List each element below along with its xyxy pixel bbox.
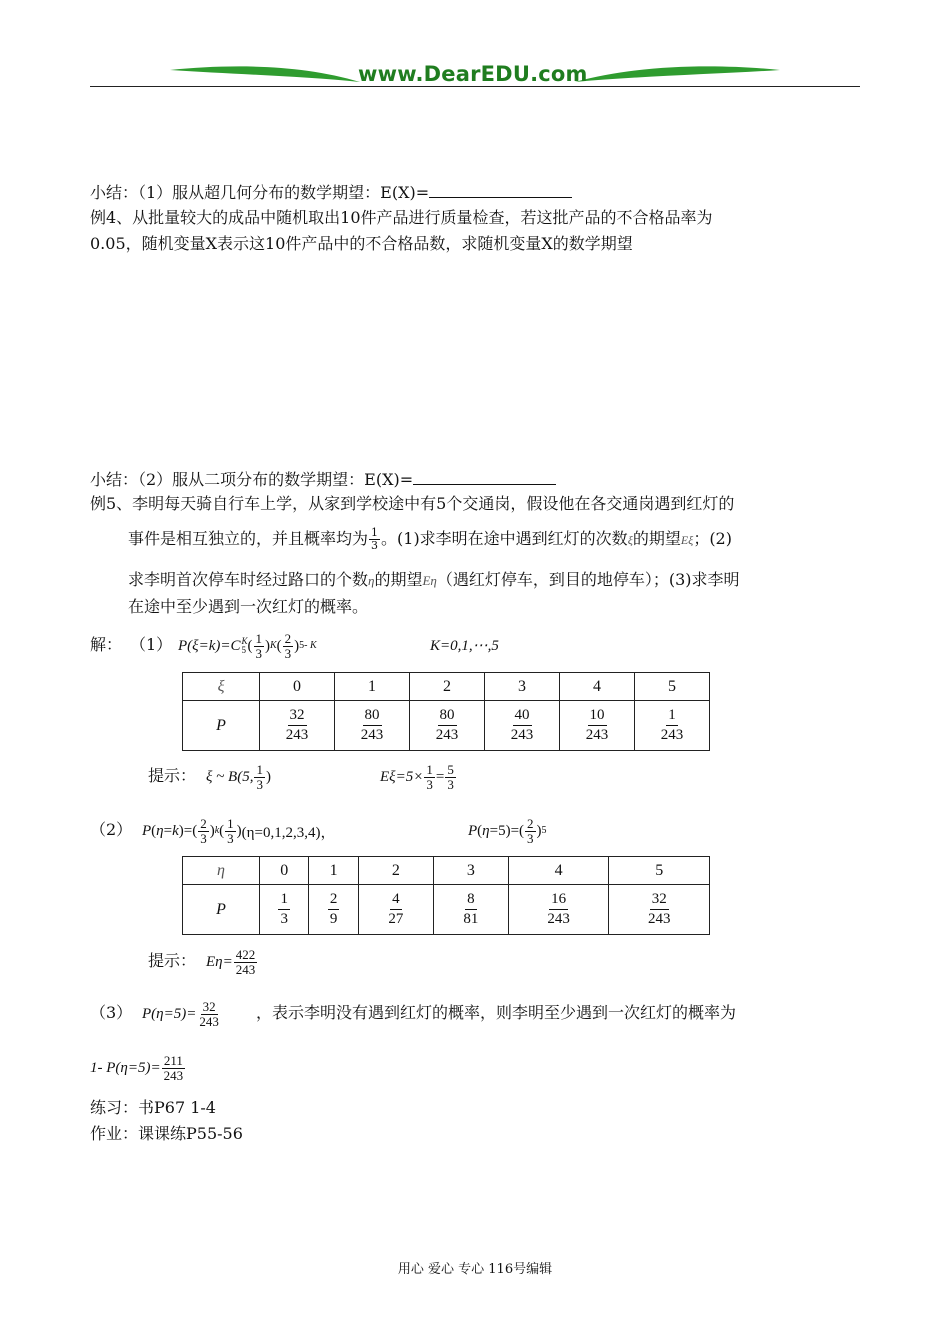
part-1-label: （1）	[130, 635, 173, 654]
table-1-prob-cell: $\frac{80}{243}$	[410, 701, 485, 751]
table-2-prob-cell: $\frac{16}{243}$	[508, 885, 609, 935]
table-2-prob-cell: $\frac{1}{3}$	[260, 885, 309, 935]
part-1-range: K=0,1,⋯,5	[430, 638, 499, 654]
part-3-num: 32	[202, 998, 216, 1014]
part-1-frac-b: $\frac{2}{3}$	[284, 630, 292, 661]
hint-1-expectation: Eξ=5× $\frac{1}{3}$ = $\frac{5}{3}$	[380, 761, 454, 792]
table-1-prob-cell: $\frac{40}{243}$	[485, 701, 560, 751]
table-1-header-label: ξ	[183, 673, 260, 701]
prob-fraction	[369, 527, 380, 552]
e-xi-symbol: Eξ	[680, 533, 694, 547]
solution-label: 解：	[90, 635, 123, 654]
summary-1-text: 小结：（1）服从超几何分布的数学期望：E(X)=	[90, 183, 430, 202]
part-2-label: （2）	[90, 820, 133, 839]
table-1-header-row	[183, 673, 710, 701]
example-5-line-3	[128, 570, 740, 591]
page-footer: 用心 爱心 专心 116号编辑	[397, 1262, 553, 1277]
final-formula-text: 1- P(η=5)=	[90, 1059, 161, 1076]
example-5-text-2a: 事件是相互独立的，并且概率均为	[128, 529, 369, 548]
summary-1	[90, 181, 572, 203]
site-name: www.DearEDU.com	[358, 62, 588, 86]
hint-2-den: 243	[235, 961, 256, 977]
practice-line: 练习：书P67 1-4	[90, 1098, 216, 1117]
table-1-value: 0	[260, 673, 335, 701]
hint-2-num: 422	[235, 946, 256, 962]
example-5-line-4: 在途中至少遇到一次红灯的概率。	[128, 597, 369, 616]
homework-line: 作业：课课练P55-56	[90, 1124, 243, 1143]
prob-num: 1	[371, 526, 379, 539]
table-2-value: 3	[433, 857, 508, 885]
hint-2-exp-text: Eη=	[206, 953, 233, 970]
table-1-prob-cell: $\frac{1}{243}$	[635, 701, 710, 751]
example-5-line-1: 例5、李明每天骑自行车上学，从家到学校途中有5个交通岗，假设他在各交通岗遇到红灯的	[90, 494, 735, 513]
distribution-table-eta	[182, 856, 710, 935]
example-5-text-3a: 求李明首次停车时经过路口的个数	[128, 570, 369, 589]
table-2-prob-row	[183, 885, 710, 935]
table-1-prob-cell: $\frac{80}{243}$	[335, 701, 410, 751]
xi-symbol: ξ	[627, 533, 633, 547]
prob-den: 3	[371, 539, 379, 552]
summary-2-text: 小结：（2）服从二项分布的数学期望：E(X)=	[90, 470, 414, 489]
final-den: 243	[163, 1067, 184, 1083]
final-num: 211	[163, 1052, 183, 1068]
summary-2	[90, 468, 556, 490]
table-1-prob-cell: $\frac{32}{243}$	[260, 701, 335, 751]
table-1-value: 1	[335, 673, 410, 701]
example-5-text-3c: （遇红灯停车，到目的地停车）；(3)求李明	[436, 570, 740, 589]
example-4-line-2: 0.05，随机变量X表示这10件产品中的不合格品数，求随机变量X的数学期望	[90, 234, 633, 253]
table-2-row-label: P	[183, 885, 260, 935]
example-5-line-2	[128, 527, 732, 552]
example-5-text-2b: 。(1)求李明在途中遇到红灯的次数	[381, 529, 628, 548]
example-4-line-1: 例4、从批量较大的成品中随机取出10件产品进行质量检查，若这批产品的不合格品率为	[90, 208, 713, 227]
part-3-label: （3）	[90, 1003, 133, 1022]
distribution-table-xi	[182, 672, 710, 751]
part-1-formula: P(ξ=k)=C K 5 ( $\frac{1}{3}$ ) K ( $\frac{2}{3}$ ) 5- K	[178, 630, 317, 661]
part-2-formula: P ( η = k )=( $\frac{2}{3}$ ) k ( $\frac{1}{3}$ ) (η=0,1,2,3,4)，	[142, 815, 336, 846]
table-2-value: 1	[309, 857, 358, 885]
combination-indices: K 5	[241, 636, 248, 655]
part-1-formula-text: P(ξ=k)=C	[178, 637, 241, 654]
hint-2-expectation	[206, 940, 258, 984]
table-1-value: 2	[410, 673, 485, 701]
table-2-prob-cell: $\frac{8}{81}$	[433, 885, 508, 935]
table-1-row-label: P	[183, 701, 260, 751]
table-2-value: 5	[609, 857, 710, 885]
table-2-value: 2	[358, 857, 433, 885]
table-1-value: 3	[485, 673, 560, 701]
example-5-text-2d: ；(2)	[693, 529, 732, 548]
eta-symbol: η	[368, 573, 375, 588]
example-5-text-3b: 的期望	[374, 570, 423, 589]
part-3-formula-text: P(η=5)=	[142, 1005, 197, 1022]
hint-1-distribution: ξ ~ B(5, $\frac{1}{3}$ )	[206, 761, 271, 792]
table-2-header-row	[183, 857, 710, 885]
header-logo	[170, 60, 780, 90]
table-1-value: 4	[560, 673, 635, 701]
part-2-range: (η=0,1,2,3,4)，	[241, 824, 336, 841]
table-2-value: 0	[260, 857, 309, 885]
part-3-den: 243	[199, 1013, 219, 1029]
final-answer	[90, 1046, 186, 1090]
hint-1-exp-text: Eξ=5×	[380, 768, 424, 785]
hint-2-label: 提示：	[148, 951, 197, 970]
part-3-text: ，表示李明没有遇到红灯的概率，则李明至少遇到一次红灯的概率为	[256, 1003, 737, 1022]
table-2-prob-cell: $\frac{2}{9}$	[309, 885, 358, 935]
table-2-header-label: η	[183, 857, 260, 885]
hint-1-dist-text: ξ ~ B(5,	[206, 768, 254, 785]
table-1-prob-cell: $\frac{10}{243}$	[560, 701, 635, 751]
part-3-formula	[142, 992, 222, 1036]
summary-1-blank	[429, 181, 572, 198]
part-1-frac-a: $\frac{1}{3}$	[255, 630, 262, 661]
part-2-last-prob: P ( η =5)=( $\frac{2}{3}$ ) 5	[468, 815, 547, 846]
hint-1-label: 提示：	[148, 766, 197, 785]
table-2-prob-cell: $\frac{4}{27}$	[358, 885, 433, 935]
table-2-value: 4	[508, 857, 609, 885]
example-5-text-2c: 的期望	[632, 529, 681, 548]
table-2-prob-cell: $\frac{32}{243}$	[609, 885, 710, 935]
e-eta-symbol: Eη	[422, 573, 437, 588]
summary-2-blank	[413, 468, 556, 485]
table-1-prob-row	[183, 701, 710, 751]
table-1-value: 5	[635, 673, 710, 701]
